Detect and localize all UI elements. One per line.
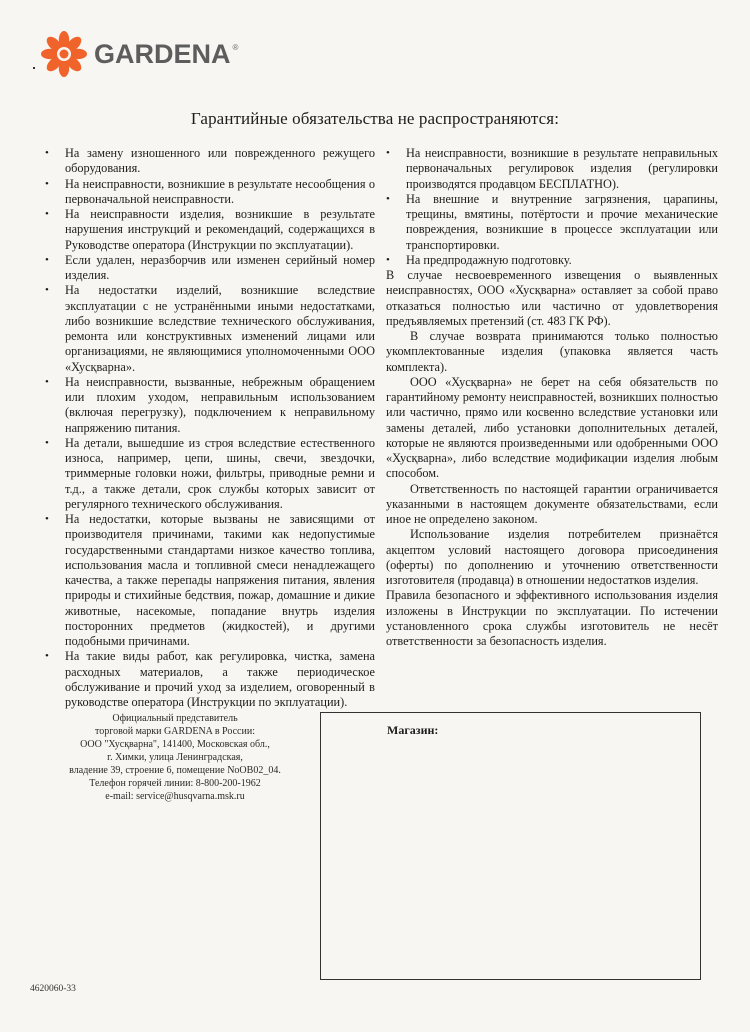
list-item: • На такие виды работ, как регулировка, чистка, замена расходных материалов, а также периодическое обслуживание и прочий уход за изделием, оговоренный в руководстве оператора (Инструкции по экплуатации). — [45, 649, 375, 710]
paragraph-notice: В случае несвоевременного извещения о выявленных неисправностях, ООО «Хусқварна» оставляет за собой право отказаться полностью или частично от удовлетворения предъявляемых претензий (ст. 483 ГК РФ). — [386, 268, 718, 328]
list-item: • На недостатки изделий, возникшие вследствие эксплуатации с не устранёнными иными недостатками, либо возникшие вследствие технического обслуживания, ремонта или конструктивных изменений лицами или организациями, не являющимися уполномоченными ООО «Хусқварна». — [45, 283, 375, 375]
list-item: • Если удален, неразборчив или изменен серийный номер изделия. — [45, 253, 375, 284]
scan-dot — [33, 67, 35, 69]
shop-label: Магазин: — [387, 723, 439, 737]
contact-block — [30, 712, 320, 803]
list-item: • На недостатки, которые вызваны не зависящими от производителя причинами, такими как недопустимые государственными стандартами низкое качество топлива, использования масла и топливной смеси ненадлежащего качества, а также перепады напряжения питания, явления природы и стихийные бедствия, пожар, домашние и дикие животные, насекомые, попадание внутрь изделия посторонних предметов (жидкостей), и другими подобными причинами. — [45, 512, 375, 649]
contact-line: ООО "Хусқварна", 141400, Московская обл., — [80, 739, 270, 750]
contact-line: Официальный представитель — [112, 713, 238, 724]
contact-line: г. Химки, улица Ленинградская, — [107, 752, 243, 763]
list-item: • На замену изношенного или поврежденного режущего оборудования. — [45, 146, 375, 177]
gardena-flower-icon — [40, 30, 88, 78]
right-list — [386, 146, 718, 268]
paragraph-safety: Правила безопасного и эффективного использования изделия изложены в Инструкции по эксплуатации. По истечении установленного срока службы изготовитель не несёт ответственности за безопасность изделия. — [386, 588, 718, 648]
right-column — [386, 146, 718, 649]
list-item: • На детали, вышедшие из строя вследствие естественного износа, например, цепи, шины, свечи, звездочки, триммерные головки ножи, фильтры, приводные ремни и т.д., а также детали, срок службы которых зависит от регулярного технического обслуживания. — [45, 436, 375, 512]
list-item: • На предпродажную подготовку. — [386, 253, 718, 268]
page-title: Гарантийные обязательства не распространяются: — [190, 109, 560, 128]
contact-line: владение 39, строение 6, помещение NoOB02_04. — [69, 765, 281, 776]
shop-stamp-box — [320, 712, 701, 980]
registered-mark: ® — [232, 42, 239, 52]
gardena-logo — [40, 30, 238, 78]
paragraph-return: В случае возврата принимаются только полностью укомплектованные изделия (упаковка является часть комплекта). — [386, 329, 718, 374]
contact-email: e-mail: service@husqvarna.msk.ru — [105, 791, 245, 802]
document-code: 4620060-33 — [30, 984, 76, 994]
left-column — [45, 146, 375, 710]
list-item: • На неисправности, возникшие в результате неправильных первоначальных регулировок изделия (регулировки производятся продавцом БЕСПЛАТНО). — [386, 146, 718, 192]
left-list — [45, 146, 375, 710]
brand-name: GARDENA — [94, 38, 231, 69]
paragraph-acceptance: Использование изделия потребителем признаётся акцептом условий настоящего договора присоединения (оферты) по дополнению и уточнению ответственности изготовителя (продавца) в отношении недостатков изделия. — [386, 527, 718, 587]
paragraph-liability: Ответственность по настоящей гарантии ограничивается указанными в настоящем документе обязательствами, если иное не определено законом. — [386, 481, 718, 526]
list-item: • На неисправности, вызванные, небрежным обращением или плохим уходом, неправильным использованием (включая перегрузку), подключением к неправильному напряжению питания. — [45, 375, 375, 436]
list-item: • На неисправности, возникшие в результате несообщения о первоначальной неисправности. — [45, 177, 375, 208]
contact-line: торговой марки GARDENA в России: — [95, 726, 255, 737]
contact-phone: Телефон горячей линии: 8-800-200-1962 — [89, 778, 261, 789]
paragraph-third-party: ООО «Хусқварна» не берет на себя обязательств по гарантийному ремонту неисправностей, возникших полностью или частично, прямо или косвенно вследствие установки или замены деталей, либо установки дополнительных деталей, которые не являются произведенными или одобренными ООО «Хусқварна», либо вследствие модификации изделия любым способом. — [386, 374, 718, 481]
list-item: • На неисправности изделия, возникшие в результате нарушения инструкций и рекомендаций, содержащихся в Руководстве оператора (Инструкции по эксплуатации). — [45, 207, 375, 253]
list-item: • На внешние и внутренние загрязнения, царапины, трещины, вмятины, потёртости и прочие механические повреждения, возникшие в процессе эксплуатации или транспортировки. — [386, 192, 718, 253]
